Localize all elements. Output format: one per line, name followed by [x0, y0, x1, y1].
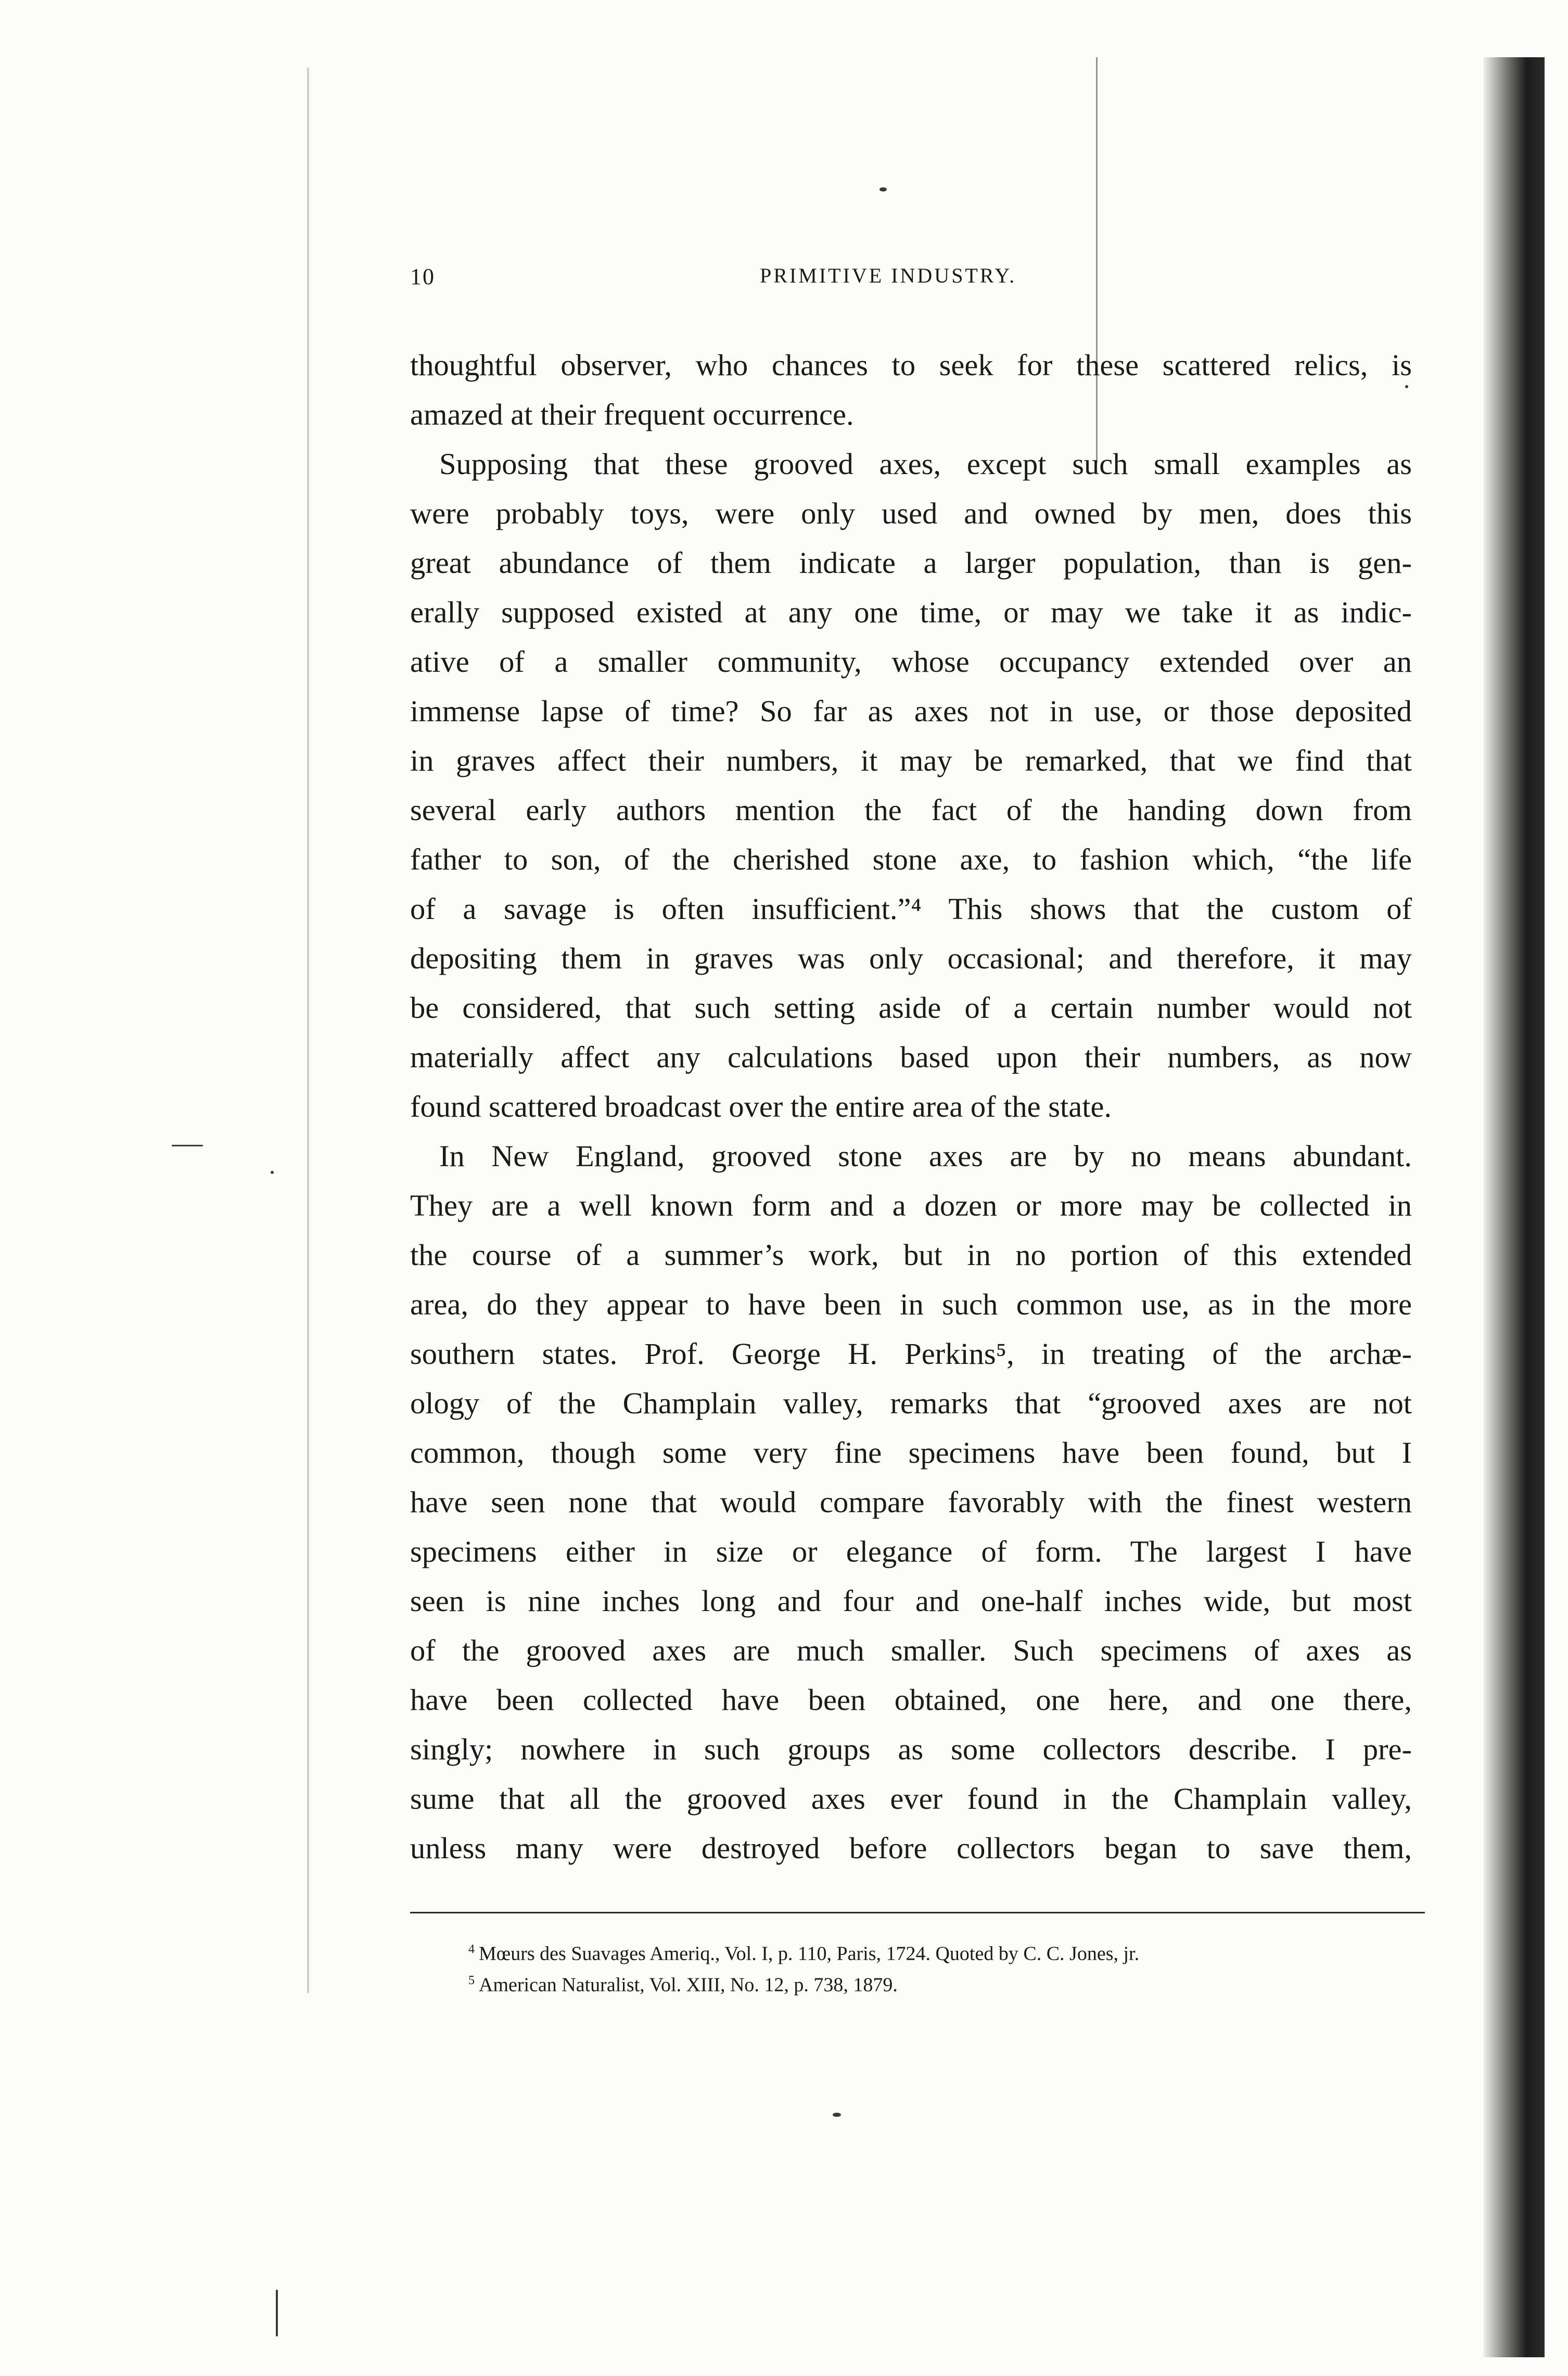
text-line: immense lapse of time? So far as axes not in use, or those deposited — [410, 694, 1412, 728]
text-line: have seen none that would compare favorably with the finest western — [410, 1485, 1412, 1519]
scan-speck — [1405, 385, 1408, 388]
text-line: be considered, that such setting aside of a certain number would not — [410, 991, 1412, 1025]
text-line: area, do they appear to have been in such common use, as in the more — [410, 1287, 1412, 1321]
running-title: PRIMITIVE INDUSTRY. — [760, 264, 1017, 287]
text-line: sume that all the grooved axes ever found in the Champlain valley, — [410, 1782, 1412, 1816]
book-spine-shadow — [1483, 57, 1545, 2357]
footnote-mark: 5 — [468, 1974, 475, 1987]
text-line: several early authors mention the fact of the handing down from — [410, 793, 1412, 827]
text-line: the course of a summer’s work, but in no portion of this extended — [410, 1238, 1412, 1272]
scan-speck — [276, 2290, 278, 2336]
text-line: father to son, of the cherished stone axe, to fashion which, “the life — [410, 842, 1412, 876]
text-line: Supposing that these grooved axes, except such small examples as — [439, 447, 1412, 481]
text-line: ative of a smaller community, whose occupancy extended over an — [410, 645, 1412, 679]
scan-speck — [172, 1145, 203, 1146]
text-line: of a savage is often insufficient.”⁴ This shows that the custom of — [410, 892, 1412, 926]
body-text — [410, 340, 1412, 1873]
footnote-rule — [410, 1912, 1425, 1913]
footnote-mark: 4 — [468, 1943, 475, 1956]
text-line: found scattered broadcast over the entire area of the state. — [410, 1090, 1112, 1123]
text-line: great abundance of them indicate a larger population, than is gen- — [410, 546, 1412, 580]
text-line: They are a well known form and a dozen or more may be collected in — [410, 1189, 1412, 1222]
text-line: were probably toys, were only used and owned by men, does this — [410, 496, 1412, 530]
page-number: 10 — [410, 264, 435, 289]
text-line: seen is nine inches long and four and one-half inches wide, but most — [410, 1584, 1412, 1618]
text-line: materially affect any calculations based upon their numbers, as now — [410, 1040, 1412, 1074]
text-line: ology of the Champlain valley, remarks that “grooved axes are not — [410, 1386, 1412, 1420]
text-line: in graves affect their numbers, it may be remarked, that we find that — [410, 744, 1412, 777]
text-line: of the grooved axes are much smaller. Such specimens of axes as — [410, 1633, 1412, 1667]
text-line: have been collected have been obtained, one here, and one there, — [410, 1683, 1412, 1717]
footnote — [468, 1934, 1405, 1965]
text-line: common, though some very fine specimens have been found, but I — [410, 1436, 1412, 1470]
footnote — [468, 1965, 1405, 1996]
text-line: southern states. Prof. George H. Perkins⁵, in treating of the archæ- — [410, 1337, 1412, 1371]
text-line: erally supposed existed at any one time, or may we take it as indic- — [410, 595, 1412, 629]
text-line: singly; nowhere in such groups as some collectors describe. I pre- — [410, 1732, 1412, 1766]
footnote-text: Mœurs des Suavages Ameriq., Vol. I, p. 110, Paris, 1724. Quoted by C. C. Jones, jr. — [479, 1943, 1140, 1965]
text-line: thoughtful observer, who chances to seek for these scattered relics, is — [410, 348, 1412, 382]
text-line: depositing them in graves was only occasional; and therefore, it may — [410, 941, 1412, 975]
text-line: unless many were destroyed before collectors began to save them, — [410, 1831, 1412, 1865]
scan-speck — [879, 187, 887, 191]
running-head — [410, 263, 1128, 301]
footnotes — [468, 1934, 1405, 1996]
footnote-text: American Naturalist, Vol. XIII, No. 12, p. 738, 1879. — [479, 1974, 898, 1996]
text-line: In New England, grooved stone axes are by no means abundant. — [439, 1139, 1412, 1173]
text-line: specimens either in size or elegance of form. The largest I have — [410, 1535, 1412, 1568]
scan-speck — [271, 1171, 274, 1174]
page-edge-line — [307, 68, 309, 1993]
scan-speck — [833, 2113, 841, 2117]
text-line: amazed at their frequent occurrence. — [410, 398, 854, 431]
